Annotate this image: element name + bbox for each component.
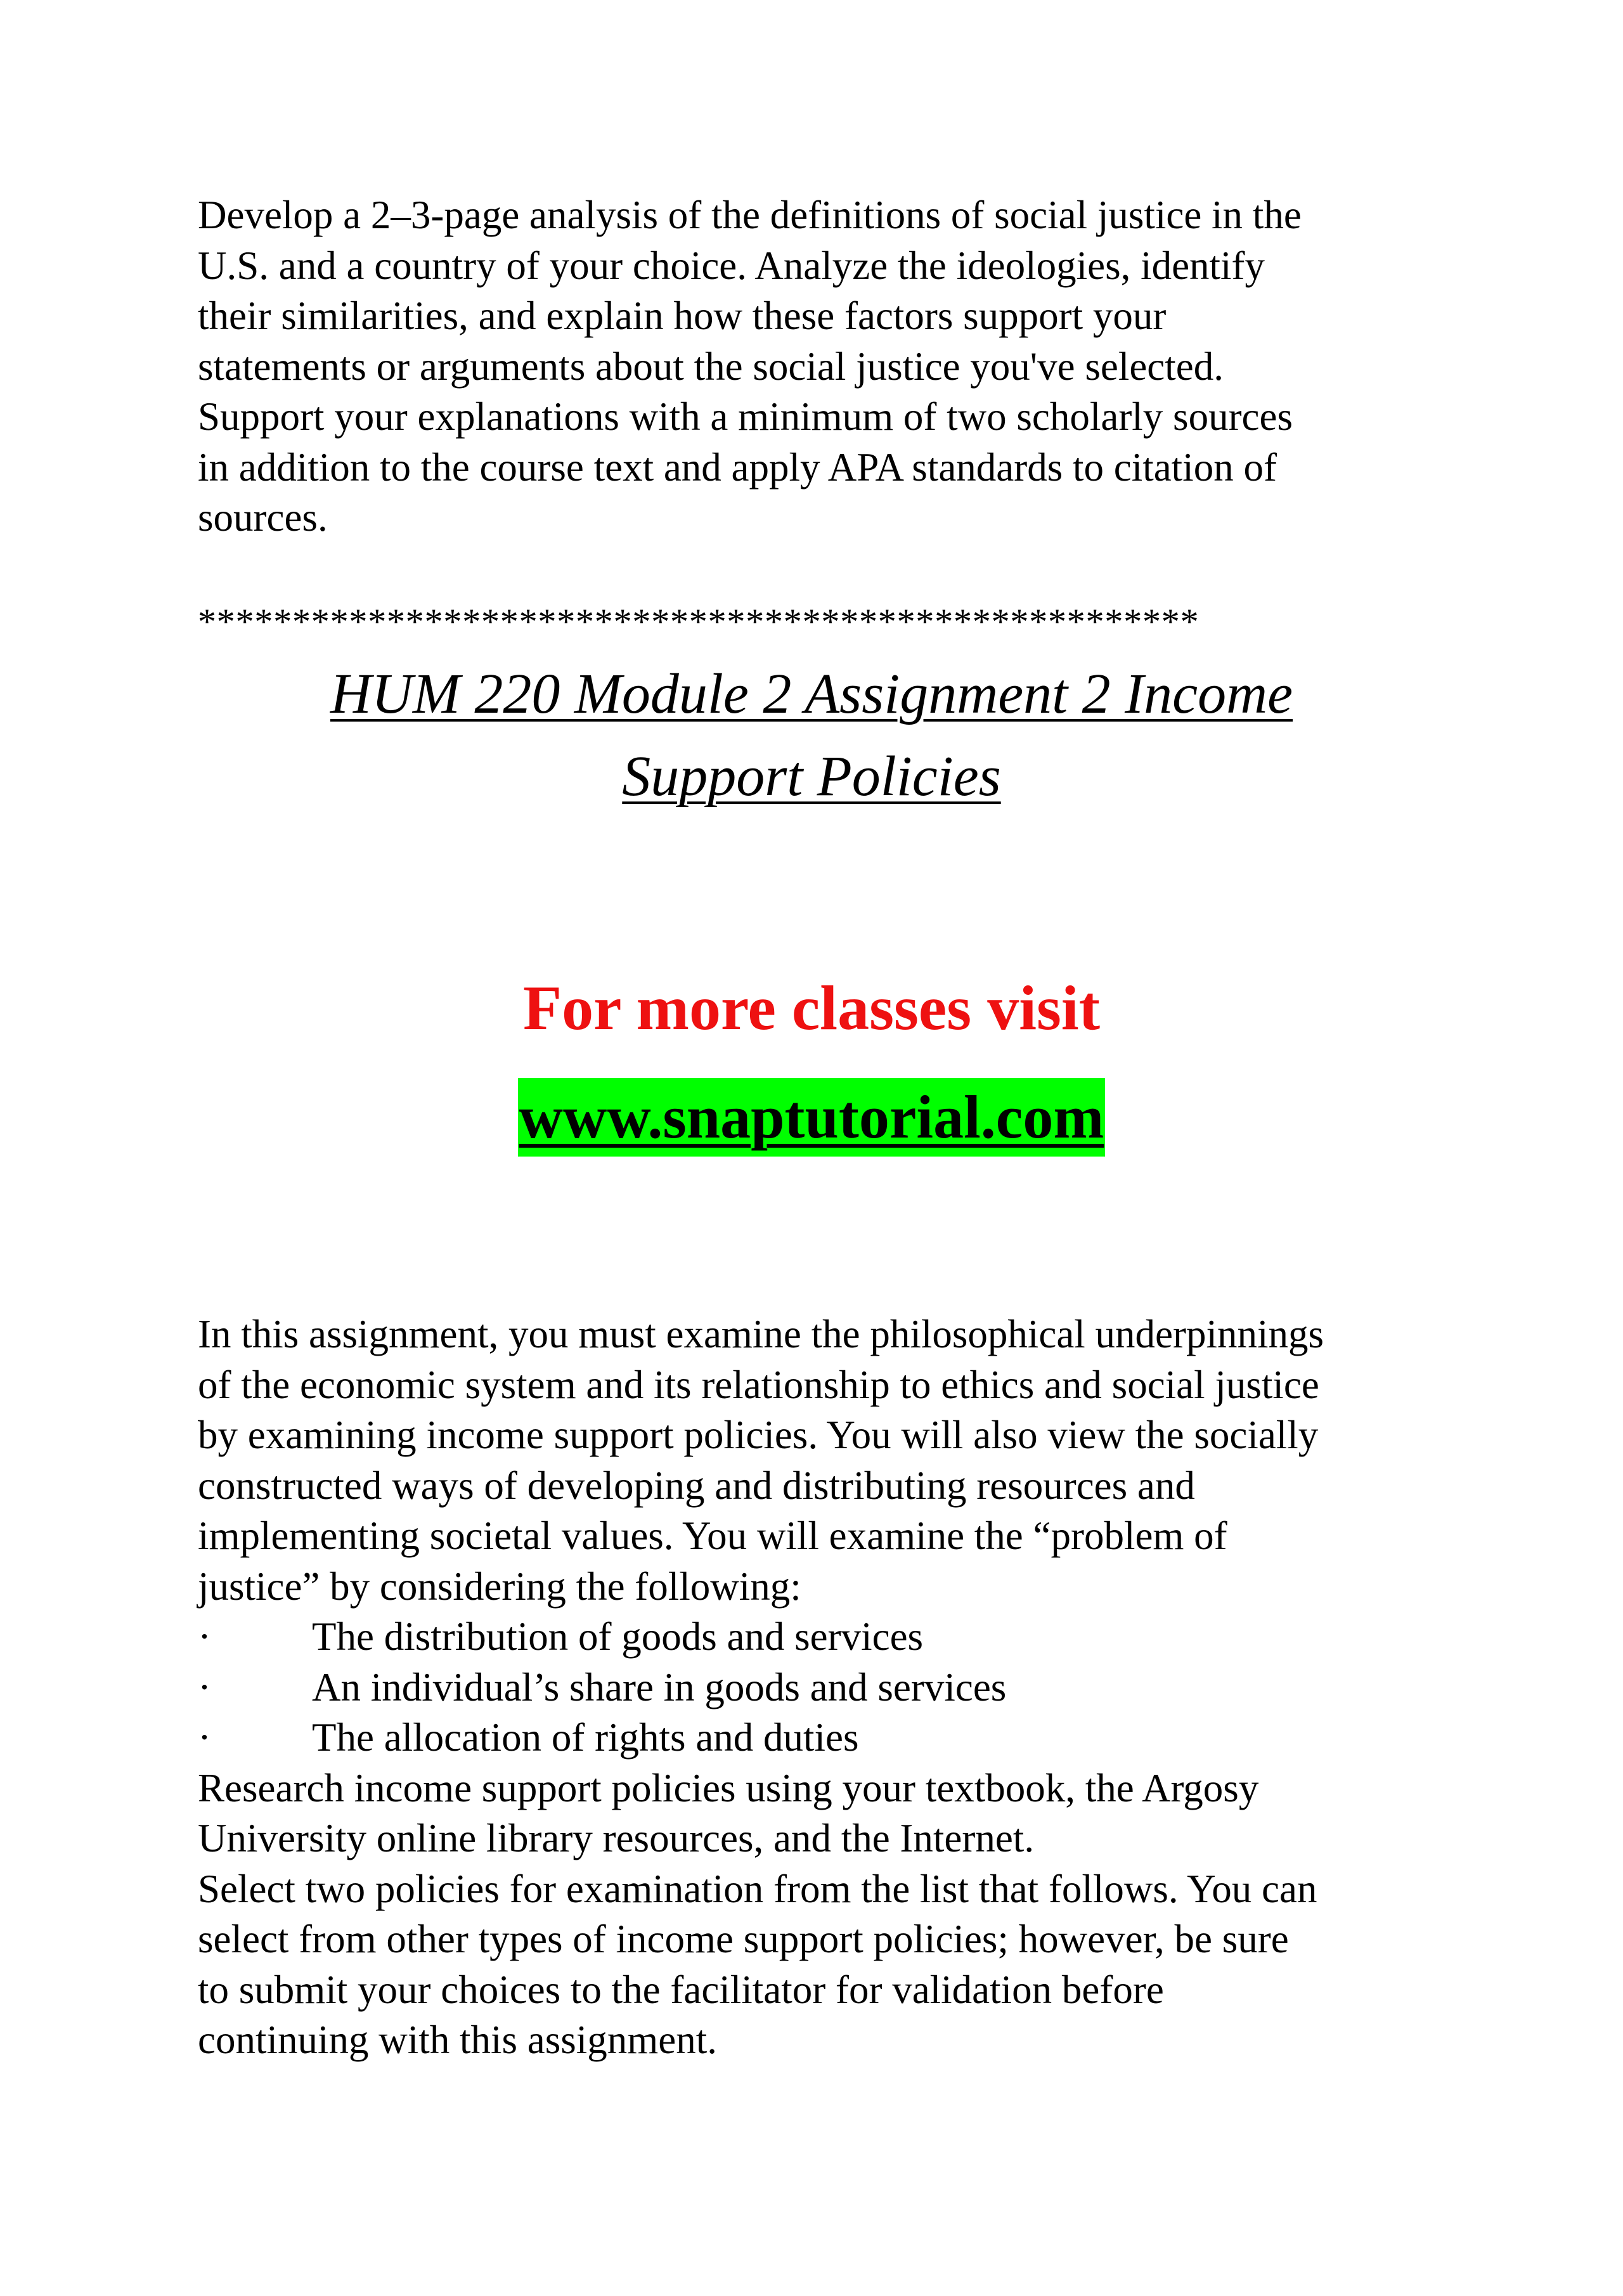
body-line: Select two policies for examination from the list that follows. You can [198,1866,1317,1911]
body-line: constructed ways of developing and distributing resources and [198,1463,1195,1508]
intro-line: Support your explanations with a minimum of two scholarly sources [198,394,1293,439]
bullet-item [198,1612,1466,1663]
body-line: justice” by considering the following: [198,1564,801,1609]
body-line: to submit your choices to the facilitator for validation before [198,1967,1164,2012]
intro-paragraph [198,190,1466,543]
bullet-dot-icon: · [198,1715,211,1760]
assignment-body [198,1309,1466,2066]
assignment-title [0,653,1623,818]
bullet-text: An individual’s share in goods and services [312,1664,1007,1709]
bullet-dot-icon: · [198,1614,211,1659]
bullet-item [198,1663,1466,1713]
title-line: HUM 220 Module 2 Assignment 2 Income [330,663,1293,725]
intro-line: sources. [198,495,328,540]
body-line: implementing societal values. You will examine the “problem of [198,1514,1227,1558]
asterisk-separator: ***************************************************** [198,601,1199,642]
url-container [0,1078,1623,1157]
body-line: select from other types of income support policies; however, be sure [198,1917,1289,1961]
title-line-wrap [0,736,1623,818]
intro-line: their similarities, and explain how these factors support your [198,294,1167,338]
body-line: University online library resources, and the Internet. [198,1816,1035,1860]
intro-line: U.S. and a country of your choice. Analyze the ideologies, identify [198,243,1265,288]
bullet-dot-icon: · [198,1664,211,1709]
bullet-text: The distribution of goods and services [312,1614,924,1659]
bullet-item [198,1713,1466,1763]
promo-heading: For more classes visit [522,973,1100,1043]
bullet-text: The allocation of rights and duties [312,1715,859,1760]
body-line: of the economic system and its relationship to ethics and social justice [198,1362,1319,1407]
intro-line: statements or arguments about the social justice you've selected. [198,344,1224,389]
body-line: by examining income support policies. You will also view the socially [198,1413,1319,1457]
intro-line: Develop a 2–3-page analysis of the definitions of social justice in the [198,193,1302,237]
title-line: Support Policies [622,745,1001,808]
intro-line: in addition to the course text and apply APA standards to citation of [198,444,1277,490]
website-link[interactable]: www.snaptutorial.com [518,1078,1106,1157]
title-line-wrap [0,653,1623,736]
body-line: In this assignment, you must examine the philosophical underpinnings [198,1312,1324,1356]
body-line: continuing with this assignment. [198,2018,717,2062]
body-line: Research income support policies using your textbook, the Argosy [198,1765,1259,1810]
